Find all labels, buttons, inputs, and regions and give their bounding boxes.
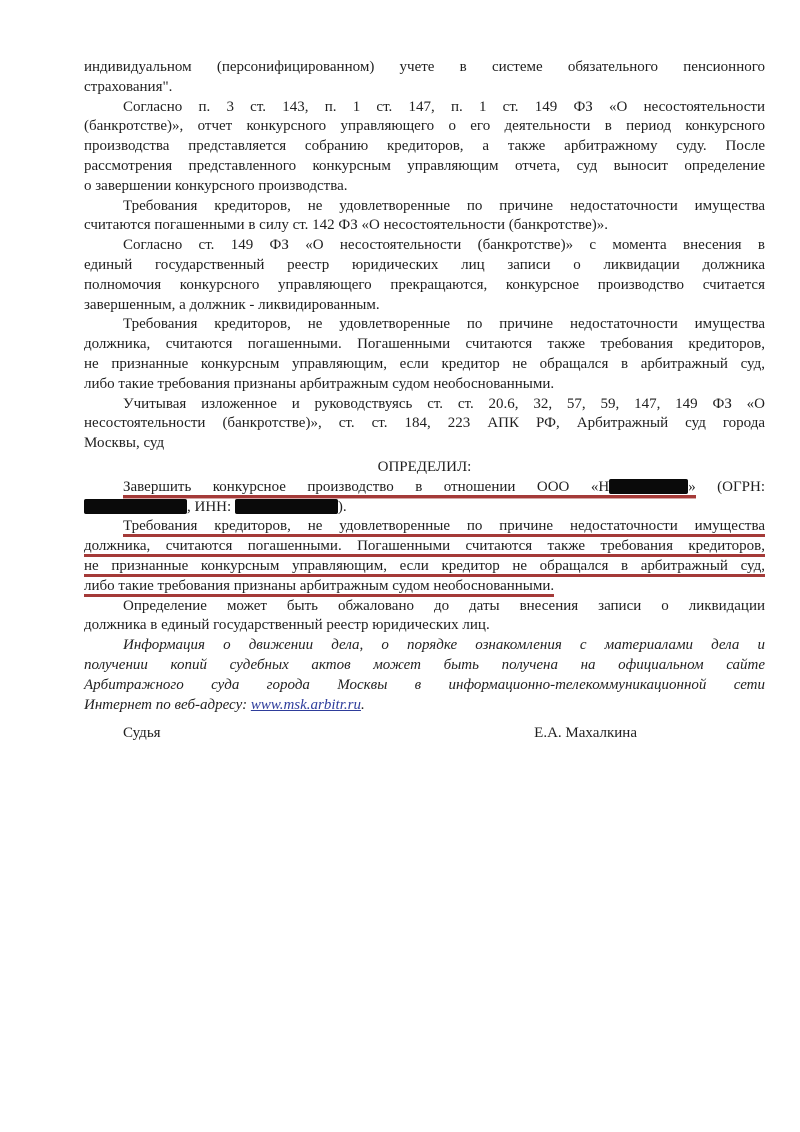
red-underlined-text: либо такие требования признаны арбитражным судом необоснованными. xyxy=(84,578,554,597)
text-fragment: (ОГРН: xyxy=(695,478,765,495)
text-line: Требования кредиторов, не удовлетворенные по причине недостаточности имущества xyxy=(123,316,765,333)
paragraph-case-info xyxy=(84,636,765,715)
ruling-heading: ОПРЕДЕЛИЛ: xyxy=(377,458,472,475)
text-fragment: . xyxy=(361,696,365,713)
ruling-paragraph-claims-settled xyxy=(84,517,765,596)
red-underlined-text: не признанные конкурсным управляющим, если кредитор не обращался в арбитражный суд, xyxy=(84,558,765,577)
judge-name: Е.А. Махалкина xyxy=(534,725,637,742)
text-line: Согласно ст. 149 ФЗ «О несостоятельности (банкротстве)» с момента внесения в xyxy=(123,237,765,254)
text-line: полномочия конкурсного управляющего прекращаются, конкурсное производство считается xyxy=(84,276,765,293)
paragraph-art149-liquidation xyxy=(84,236,765,315)
text-fragment: Интернет по веб-адресу: xyxy=(84,696,251,713)
ruling-paragraph-close-proceedings xyxy=(84,478,765,518)
text-line xyxy=(84,478,765,498)
text-line: страхования". xyxy=(84,78,173,95)
text-line xyxy=(84,537,765,557)
paragraph-report-law xyxy=(84,98,765,197)
redaction-bar-inn xyxy=(235,499,338,514)
redaction-bar-company-name xyxy=(609,479,688,494)
text-line xyxy=(84,557,765,577)
text-line: получении копий судебных актов может быть получена на официальном сайте xyxy=(84,656,765,673)
text-line: Учитывая изложенное и руководствуясь ст. ст. 20.6, 32, 57, 59, 147, 149 ФЗ «О xyxy=(123,395,765,412)
red-underlined-text: должника, считаются погашенными. Погашенными считаются также требования кредиторов, xyxy=(84,538,765,557)
red-underlined-text: Требования кредиторов, не удовлетворенные по причине недостаточности имущества xyxy=(123,518,765,537)
paragraph-pension-insurance xyxy=(84,58,765,98)
court-ruling-document xyxy=(84,58,765,744)
text-line xyxy=(84,696,765,716)
text-line: рассмотрения представленного конкурсным управляющим отчета, суд выносит определение xyxy=(84,157,765,174)
text-line: не признанные конкурсным управляющим, если кредитор не обращался в арбитражный суд, xyxy=(84,355,765,372)
text-line: индивидуальном (персонифицированном) учете в системе обязательного пенсионного xyxy=(84,59,765,75)
text-line: Согласно п. 3 ст. 143, п. 1 ст. 147, п. 1 ст. 149 ФЗ «О несостоятельности xyxy=(123,98,765,115)
website-link[interactable]: www.msk.arbitr.ru xyxy=(250,696,361,713)
text-line: (банкротстве)», отчет конкурсного управляющего о его деятельности в период конкурсного xyxy=(84,118,765,135)
text-line: завершенным, а должник - ликвидированным. xyxy=(84,296,380,313)
text-line: о завершении конкурсного производства. xyxy=(84,177,348,194)
text-fragment: » xyxy=(688,478,696,495)
text-line: Требования кредиторов, не удовлетворенные по причине недостаточности имущества xyxy=(123,197,765,214)
red-underlined-text xyxy=(123,479,696,498)
text-line: должника, считаются погашенными. Погашенными считаются также требования кредиторов, xyxy=(84,336,765,353)
text-fragment: ). xyxy=(337,498,347,515)
text-line xyxy=(84,517,765,537)
paragraph-claims-settled-art142 xyxy=(84,197,765,237)
text-line: Москвы, суд xyxy=(84,435,165,452)
text-line: считаются погашенными в силу ст. 142 ФЗ «О несостоятельности (банкротстве)». xyxy=(84,217,609,234)
paragraph-appeal xyxy=(84,597,765,637)
text-line xyxy=(84,577,765,597)
text-line: либо такие требования признаны арбитражным судом необоснованными. xyxy=(84,375,555,392)
text-line: производства представляется собранию кредиторов, а также арбитражному суду. После xyxy=(84,138,765,155)
text-line: Арбитражного суда города Москвы в информационно-телекоммуникационной сети xyxy=(84,676,765,693)
text-line: единый государственный реестр юридических лиц записи о ликвидации должника xyxy=(84,256,765,273)
text-fragment: Завершить конкурсное производство в отношении ООО «Н xyxy=(123,478,610,495)
text-line xyxy=(84,498,765,518)
redaction-bar-ogrn xyxy=(84,499,187,514)
text-line: Информация о движении дела, о порядке ознакомления с материалами дела и xyxy=(123,637,765,654)
text-line: несостоятельности (банкротстве)», ст. ст. 184, 223 АПК РФ, Арбитражный суд города xyxy=(84,415,765,432)
paragraph-claims-settled xyxy=(84,315,765,394)
judge-role-label: Судья xyxy=(123,725,161,742)
text-line: Определение может быть обжаловано до даты внесения записи о ликвидации xyxy=(123,597,765,614)
text-line: должника в единый государственный реестр юридических лиц. xyxy=(84,617,490,634)
signature-row xyxy=(84,724,765,744)
text-fragment: , ИНН: xyxy=(187,498,235,515)
paragraph-guided-by-articles xyxy=(84,395,765,454)
